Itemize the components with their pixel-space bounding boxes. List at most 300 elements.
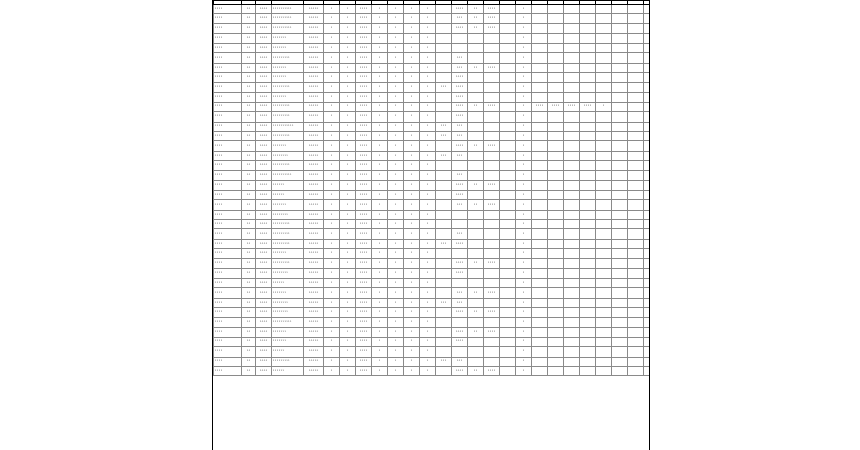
table-cell bbox=[532, 258, 548, 269]
table-cell bbox=[532, 337, 548, 346]
table-row bbox=[214, 161, 651, 170]
table-cell: 1.1.1 1 bbox=[452, 269, 468, 278]
table-cell bbox=[580, 337, 596, 346]
table-cell: 1 1 bbox=[468, 308, 484, 317]
table-cell bbox=[580, 366, 596, 375]
table-cell bbox=[644, 240, 651, 249]
table-cell: 1.1.1.1 bbox=[256, 346, 272, 357]
table-cell: 1 1 1 1 bbox=[356, 111, 372, 122]
table-cell bbox=[628, 366, 644, 375]
table-cell: 1.1.1.1 bbox=[256, 357, 272, 366]
table-cell: 1 1 1 1 1 1 1 1 1 bbox=[272, 82, 304, 93]
table-cell bbox=[532, 249, 548, 258]
table-cell bbox=[484, 170, 500, 181]
table-cell bbox=[484, 190, 500, 199]
table-cell bbox=[548, 308, 564, 317]
table-cell bbox=[436, 34, 452, 43]
table-cell: 1.1.1 1 bbox=[452, 240, 468, 249]
table-cell: 1 1 1 1 bbox=[214, 14, 242, 23]
table-cell bbox=[580, 63, 596, 72]
table-cell: 1.1 bbox=[242, 328, 256, 337]
table-cell bbox=[500, 63, 516, 72]
table-cell: 1 1 1 1 1 1 bbox=[272, 181, 304, 190]
table-cell bbox=[468, 269, 484, 278]
table-cell bbox=[484, 122, 500, 131]
table-cell bbox=[564, 34, 580, 43]
table-cell: 1 bbox=[372, 23, 388, 34]
table-cell: 1.1.1 1.1 bbox=[304, 200, 324, 211]
table-cell: 1 bbox=[516, 73, 532, 82]
table-cell: 1 bbox=[388, 131, 404, 140]
table-cell: 1.1.1 1 bbox=[452, 181, 468, 190]
table-cell bbox=[484, 269, 500, 278]
table-cell: 1 bbox=[516, 181, 532, 190]
table-cell bbox=[612, 357, 628, 366]
table-cell: 1.1 bbox=[242, 93, 256, 102]
table-cell: 1 1 1 1 1 1 1 bbox=[272, 337, 304, 346]
table-cell bbox=[500, 337, 516, 346]
table-cell bbox=[548, 298, 564, 307]
table-cell bbox=[644, 122, 651, 131]
table-cell: 1 1 1 1 bbox=[356, 73, 372, 82]
table-cell bbox=[644, 63, 651, 72]
table-cell: 1 bbox=[516, 63, 532, 72]
table-cell bbox=[644, 34, 651, 43]
table-cell bbox=[484, 210, 500, 219]
spreadsheet-page bbox=[212, 0, 650, 450]
table-cell bbox=[644, 200, 651, 211]
table-cell: 1 bbox=[372, 43, 388, 52]
table-cell: 1 bbox=[340, 220, 356, 229]
table-cell: 1 1 1 1 bbox=[548, 102, 564, 111]
table-cell bbox=[436, 337, 452, 346]
table-cell bbox=[596, 229, 612, 240]
table-cell bbox=[596, 122, 612, 131]
table-cell bbox=[484, 346, 500, 357]
table-cell: 1 bbox=[388, 200, 404, 211]
table-cell: 1 bbox=[420, 161, 436, 170]
table-cell bbox=[596, 200, 612, 211]
table-cell: 1 bbox=[420, 249, 436, 258]
table-cell: 1.1 1 bbox=[452, 357, 468, 366]
table-cell: 1.1 bbox=[242, 23, 256, 34]
table-cell: 1.1 1 bbox=[452, 151, 468, 160]
table-cell: 1.1.1 1.1 bbox=[304, 337, 324, 346]
table-cell bbox=[644, 249, 651, 258]
table-cell bbox=[484, 249, 500, 258]
table-cell: 1 bbox=[340, 82, 356, 93]
table-cell: 1 1 1 1 bbox=[356, 366, 372, 375]
table-cell bbox=[500, 111, 516, 122]
table-cell bbox=[596, 288, 612, 299]
table-cell bbox=[532, 34, 548, 43]
table-cell bbox=[436, 93, 452, 102]
table-cell: 1.1.1.1 bbox=[256, 34, 272, 43]
table-cell: 1 1 1 1 bbox=[214, 141, 242, 152]
table-cell: 1 bbox=[388, 53, 404, 64]
table-cell bbox=[644, 357, 651, 366]
table-cell bbox=[532, 23, 548, 34]
table-cell: 1 1 1 1 bbox=[484, 14, 500, 23]
table-cell bbox=[548, 357, 564, 366]
table-cell: 1 bbox=[420, 278, 436, 287]
table-cell bbox=[596, 220, 612, 229]
table-cell: 1 bbox=[324, 122, 340, 131]
table-cell bbox=[580, 346, 596, 357]
table-cell: 1.1 bbox=[242, 278, 256, 287]
table-cell: 1.1.1 1.1 bbox=[304, 210, 324, 219]
table-cell: 1 bbox=[324, 288, 340, 299]
table-cell: 1.1.1.1 bbox=[256, 14, 272, 23]
table-cell: 1 bbox=[340, 308, 356, 317]
table-cell bbox=[612, 93, 628, 102]
table-cell bbox=[484, 278, 500, 287]
table-cell bbox=[580, 190, 596, 199]
table-cell bbox=[628, 258, 644, 269]
table-cell bbox=[580, 111, 596, 122]
table-cell: 1 1 1 1 1 1 1 1 1 bbox=[272, 161, 304, 170]
table-cell bbox=[468, 210, 484, 219]
table-cell: 1 bbox=[372, 346, 388, 357]
table-cell: 1 bbox=[516, 151, 532, 160]
table-cell bbox=[500, 93, 516, 102]
table-cell: 1 bbox=[404, 111, 420, 122]
table-cell: 1.1.1 1 bbox=[452, 366, 468, 375]
table-row bbox=[214, 111, 651, 122]
table-cell bbox=[596, 111, 612, 122]
table-cell: 1 bbox=[404, 288, 420, 299]
table-row bbox=[214, 141, 651, 152]
table-cell: 1 bbox=[340, 73, 356, 82]
table-cell: 1 1 1 1 1 1 1 bbox=[272, 63, 304, 72]
table-cell: 1 bbox=[324, 220, 340, 229]
table-cell: 1.1.1 1.1 bbox=[304, 53, 324, 64]
table-cell: 1 bbox=[404, 210, 420, 219]
table-cell bbox=[564, 200, 580, 211]
table-cell: 1 bbox=[420, 53, 436, 64]
table-cell: 1 bbox=[324, 34, 340, 43]
table-cell: 1.1.1 1.1 bbox=[304, 190, 324, 199]
table-cell bbox=[468, 82, 484, 93]
table-cell bbox=[436, 170, 452, 181]
table-cell: 1 bbox=[372, 151, 388, 160]
table-cell: 1 bbox=[372, 73, 388, 82]
table-cell: 1 bbox=[404, 53, 420, 64]
table-cell: 1 bbox=[324, 5, 340, 14]
table-cell: 1 1 1 1 1 1 1 1 bbox=[272, 151, 304, 160]
table-cell: 1 1 bbox=[468, 5, 484, 14]
table-cell: 1 bbox=[372, 190, 388, 199]
table-cell bbox=[564, 249, 580, 258]
table-cell: 1 bbox=[324, 170, 340, 181]
table-cell bbox=[628, 298, 644, 307]
table-cell bbox=[580, 278, 596, 287]
table-cell bbox=[596, 190, 612, 199]
table-cell bbox=[548, 170, 564, 181]
table-cell bbox=[596, 53, 612, 64]
table-cell bbox=[500, 346, 516, 357]
table-cell: 1 bbox=[404, 258, 420, 269]
table-cell: 1 bbox=[516, 93, 532, 102]
table-cell: 1 bbox=[324, 346, 340, 357]
table-cell: 1 bbox=[324, 200, 340, 211]
table-cell: 1.1 1 bbox=[452, 131, 468, 140]
table-cell: 1 1 1 1 bbox=[214, 200, 242, 211]
table-cell bbox=[644, 14, 651, 23]
table-cell bbox=[436, 102, 452, 111]
table-cell: 1 bbox=[516, 5, 532, 14]
table-cell: 1 1 1 1 bbox=[356, 308, 372, 317]
table-cell: 1 bbox=[388, 298, 404, 307]
table-cell bbox=[548, 23, 564, 34]
table-cell: 1 bbox=[388, 102, 404, 111]
table-cell bbox=[580, 357, 596, 366]
table-cell bbox=[628, 131, 644, 140]
table-cell: 1 1 1 1 bbox=[214, 131, 242, 140]
table-cell: 1 1 1 1 bbox=[214, 102, 242, 111]
table-cell: 1 bbox=[324, 93, 340, 102]
table-cell: 1 bbox=[516, 34, 532, 43]
table-cell: 1 1 1 1 1 1 1 1 1 bbox=[272, 131, 304, 140]
table-cell: 1 1 1 1 bbox=[214, 298, 242, 307]
table-cell: 1 bbox=[340, 190, 356, 199]
table-cell: 1 bbox=[420, 93, 436, 102]
table-cell bbox=[436, 249, 452, 258]
table-cell: 1 bbox=[420, 43, 436, 52]
table-cell: 1 1 bbox=[468, 181, 484, 190]
table-cell bbox=[596, 161, 612, 170]
table-cell: 1 1 1 bbox=[436, 131, 452, 140]
table-cell bbox=[436, 14, 452, 23]
table-cell: 1.1 bbox=[242, 269, 256, 278]
table-cell bbox=[436, 111, 452, 122]
table-cell bbox=[580, 229, 596, 240]
table-cell: 1 bbox=[340, 317, 356, 328]
table-cell: 1 1 1 1 bbox=[356, 200, 372, 211]
table-cell: 1 bbox=[340, 366, 356, 375]
table-cell bbox=[644, 346, 651, 357]
table-cell: 1 bbox=[324, 111, 340, 122]
table-cell bbox=[548, 317, 564, 328]
table-cell bbox=[612, 346, 628, 357]
table-cell: 1.1 bbox=[242, 34, 256, 43]
table-cell: 1 1 1 1 bbox=[214, 190, 242, 199]
table-cell bbox=[484, 151, 500, 160]
table-cell bbox=[532, 5, 548, 14]
table-cell bbox=[484, 337, 500, 346]
table-cell: 1 bbox=[340, 102, 356, 111]
table-cell bbox=[436, 200, 452, 211]
table-cell bbox=[468, 317, 484, 328]
table-cell bbox=[612, 102, 628, 111]
table-cell bbox=[484, 82, 500, 93]
table-cell bbox=[484, 240, 500, 249]
table-cell: 1 1 1 1 1 1 1 1 1 1 bbox=[272, 5, 304, 14]
table-cell: 1 bbox=[388, 357, 404, 366]
table-cell bbox=[532, 366, 548, 375]
table-cell bbox=[484, 131, 500, 140]
table-cell bbox=[500, 190, 516, 199]
table-cell: 1 bbox=[420, 337, 436, 346]
table-cell: 1 1 1 bbox=[436, 82, 452, 93]
table-cell: 1 bbox=[372, 63, 388, 72]
table-cell: 1.1.1 1.1 bbox=[304, 346, 324, 357]
table-cell bbox=[532, 346, 548, 357]
table-cell bbox=[452, 346, 468, 357]
table-row bbox=[214, 308, 651, 317]
table-cell bbox=[596, 258, 612, 269]
table-cell bbox=[564, 93, 580, 102]
table-cell bbox=[500, 269, 516, 278]
table-cell bbox=[468, 298, 484, 307]
table-cell: 1 bbox=[404, 346, 420, 357]
table-cell bbox=[564, 82, 580, 93]
table-cell bbox=[596, 357, 612, 366]
table-cell: 1 bbox=[324, 181, 340, 190]
table-cell: 1 1 1 1 bbox=[532, 102, 548, 111]
table-cell: 1 bbox=[516, 269, 532, 278]
table-row bbox=[214, 14, 651, 23]
table-cell bbox=[548, 14, 564, 23]
table-cell: 1 bbox=[596, 102, 612, 111]
table-cell: 1 bbox=[388, 82, 404, 93]
table-body bbox=[214, 5, 651, 376]
table-cell: 1 1 1 1 1 1 1 1 bbox=[272, 210, 304, 219]
table-cell: 1 bbox=[420, 269, 436, 278]
table-cell bbox=[548, 122, 564, 131]
table-cell: 1 bbox=[420, 82, 436, 93]
table-cell: 1 bbox=[324, 298, 340, 307]
table-cell bbox=[532, 278, 548, 287]
table-cell bbox=[548, 258, 564, 269]
table-cell: 1 bbox=[372, 220, 388, 229]
table-cell bbox=[644, 93, 651, 102]
table-cell: 1 bbox=[404, 102, 420, 111]
table-cell: 1 1 1 1 1 1 1 1 bbox=[272, 308, 304, 317]
table-cell bbox=[628, 73, 644, 82]
table-cell bbox=[500, 288, 516, 299]
table-cell bbox=[628, 328, 644, 337]
table-cell: 1 1 1 1 1 1 1 1 1 bbox=[272, 258, 304, 269]
table-cell bbox=[612, 258, 628, 269]
table-row bbox=[214, 170, 651, 181]
table-cell bbox=[468, 93, 484, 102]
table-cell bbox=[500, 258, 516, 269]
table-cell: 1.1.1 1.1 bbox=[304, 181, 324, 190]
table-cell bbox=[580, 288, 596, 299]
table-cell: 1.1.1.1 bbox=[256, 229, 272, 240]
table-cell bbox=[612, 82, 628, 93]
table-cell bbox=[564, 73, 580, 82]
table-cell bbox=[468, 337, 484, 346]
table-cell: 1 bbox=[516, 337, 532, 346]
table-cell: 1 bbox=[516, 23, 532, 34]
table-cell: 1.1.1 1.1 bbox=[304, 308, 324, 317]
table-cell bbox=[644, 131, 651, 140]
table-cell: 1 1 1 1 bbox=[484, 366, 500, 375]
table-cell bbox=[580, 240, 596, 249]
table-cell: 1 bbox=[404, 357, 420, 366]
table-cell: 1.1.1 1.1 bbox=[304, 131, 324, 140]
table-cell bbox=[628, 93, 644, 102]
table-cell: 1 bbox=[372, 200, 388, 211]
table-cell: 1 bbox=[404, 308, 420, 317]
table-row bbox=[214, 328, 651, 337]
table-cell bbox=[548, 161, 564, 170]
table-cell: 1 bbox=[420, 151, 436, 160]
table-cell: 1 bbox=[372, 141, 388, 152]
table-cell: 1 bbox=[516, 210, 532, 219]
table-cell: 1 1 1 1 bbox=[214, 151, 242, 160]
table-cell: 1 bbox=[372, 161, 388, 170]
table-cell: 1 bbox=[388, 23, 404, 34]
table-cell: 1 bbox=[388, 93, 404, 102]
table-cell: 1.1.1.1 bbox=[256, 337, 272, 346]
table-cell: 1.1.1 1 bbox=[452, 93, 468, 102]
table-cell: 1 1 1 1 bbox=[356, 240, 372, 249]
table-cell bbox=[564, 240, 580, 249]
table-cell: 1 bbox=[420, 366, 436, 375]
table-cell bbox=[628, 269, 644, 278]
table-cell: 1.1.1.1 bbox=[256, 317, 272, 328]
table-cell bbox=[644, 151, 651, 160]
table-cell bbox=[532, 269, 548, 278]
table-cell: 1 1 1 1 bbox=[356, 278, 372, 287]
table-row bbox=[214, 240, 651, 249]
table-cell bbox=[644, 43, 651, 52]
table-cell: 1 bbox=[372, 93, 388, 102]
table-cell: 1 1 1 1 1 1 1 1 1 1 bbox=[272, 317, 304, 328]
table-cell bbox=[580, 14, 596, 23]
table-cell: 1 1 1 1 1 1 1 bbox=[272, 43, 304, 52]
table-cell: 1.1 bbox=[242, 181, 256, 190]
table-cell bbox=[596, 73, 612, 82]
table-cell bbox=[596, 34, 612, 43]
table-cell: 1.1.1 1.1 bbox=[304, 366, 324, 375]
table-cell bbox=[436, 73, 452, 82]
table-cell: 1 1 1 1 bbox=[214, 357, 242, 366]
table-cell: 1 bbox=[404, 14, 420, 23]
table-cell bbox=[644, 181, 651, 190]
table-cell bbox=[548, 53, 564, 64]
table-cell: 1 bbox=[372, 131, 388, 140]
table-cell: 1 1 1 1 bbox=[214, 23, 242, 34]
table-cell: 1.1 bbox=[242, 73, 256, 82]
table-cell bbox=[628, 161, 644, 170]
table-cell bbox=[532, 308, 548, 317]
table-cell bbox=[548, 181, 564, 190]
table-cell: 1 bbox=[388, 258, 404, 269]
table-cell bbox=[564, 53, 580, 64]
table-cell bbox=[564, 357, 580, 366]
table-cell: 1 bbox=[420, 346, 436, 357]
table-cell: 1 1 1 1 1 1 bbox=[272, 366, 304, 375]
table-cell bbox=[628, 220, 644, 229]
table-cell: 1.1 bbox=[242, 298, 256, 307]
table-cell: 1 bbox=[404, 366, 420, 375]
table-cell: 1 1 bbox=[468, 14, 484, 23]
table-cell: 1 bbox=[516, 82, 532, 93]
table-cell: 1.1.1.1 bbox=[256, 308, 272, 317]
table-row bbox=[214, 357, 651, 366]
table-cell: 1 1 1 1 bbox=[214, 210, 242, 219]
table-row bbox=[214, 63, 651, 72]
table-cell: 1 bbox=[516, 161, 532, 170]
table-cell bbox=[436, 328, 452, 337]
table-cell bbox=[644, 366, 651, 375]
table-cell bbox=[612, 298, 628, 307]
table-cell: 1.1.1 1 bbox=[452, 190, 468, 199]
